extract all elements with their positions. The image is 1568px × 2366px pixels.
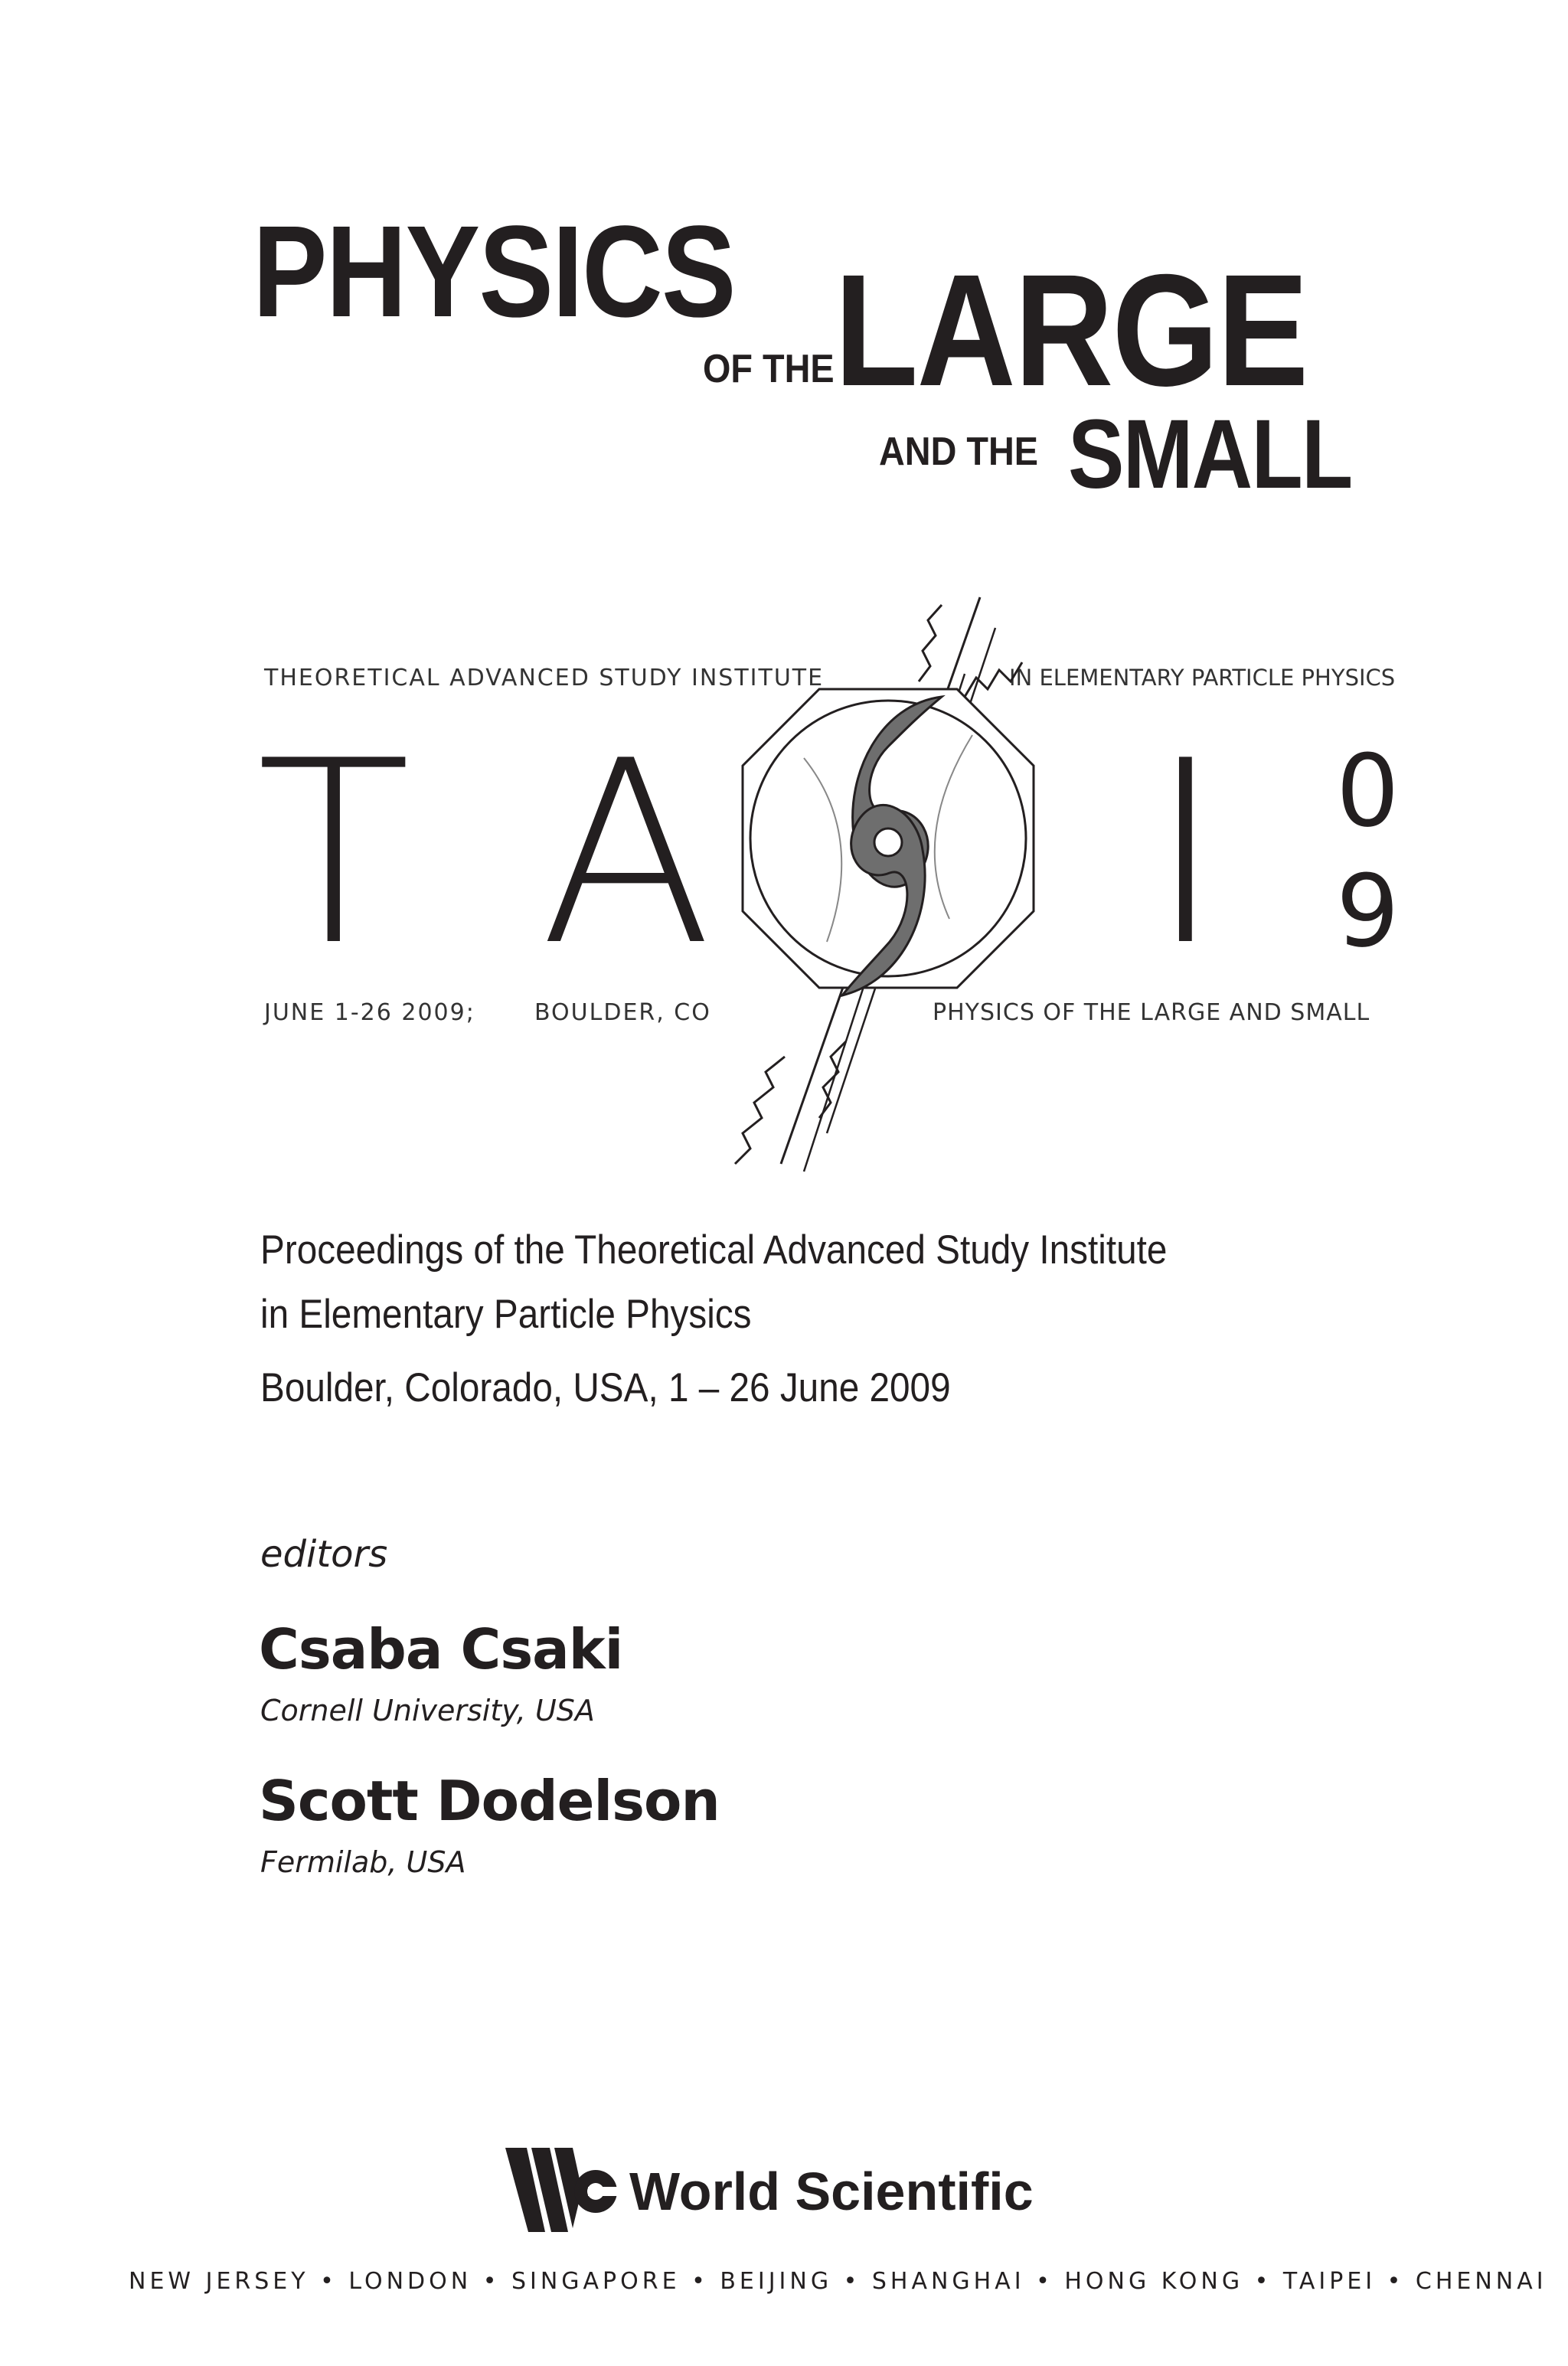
- logo-top-right-text: IN ELEMENTARY PARTICLE PHYSICS: [1009, 665, 1396, 691]
- editor-affiliation-2: Fermilab, USA: [260, 1845, 466, 1879]
- logo-digit-0: 0: [1336, 733, 1400, 849]
- tasi-emblem-icon: [689, 582, 1087, 1194]
- world-scientific-logo-icon: [505, 2144, 620, 2236]
- editor-name-2: Scott Dodelson: [259, 1769, 720, 1833]
- publisher-name: World Scientific: [629, 2162, 1034, 2221]
- proceedings-line-2: in Elementary Particle Physics: [260, 1292, 752, 1337]
- editor-name-1: Csaba Csaki: [259, 1617, 623, 1681]
- editor-affiliation-1: Cornell University, USA: [260, 1694, 595, 1727]
- title-physics: PHYSICS: [253, 199, 735, 345]
- title-large: LARGE: [835, 242, 1308, 420]
- title-of-the: OF THE: [703, 347, 835, 391]
- title-small: SMALL: [1068, 400, 1352, 509]
- logo-letter-a: A: [540, 707, 713, 1001]
- title-and-the: AND THE: [879, 430, 1038, 474]
- proceedings-line-3: Boulder, Colorado, USA, 1 – 26 June 2009: [260, 1365, 951, 1410]
- logo-letter-i: I: [1148, 707, 1223, 1001]
- editors-label: editors: [260, 1533, 388, 1576]
- logo-top-left-text: THEORETICAL ADVANCED STUDY INSTITUTE: [264, 665, 825, 691]
- logo-letter-t: T: [256, 707, 411, 1001]
- logo-bottom-place: BOULDER, CO: [534, 999, 711, 1026]
- logo-bottom-right: PHYSICS OF THE LARGE AND SMALL: [933, 999, 1370, 1026]
- publisher-cities: NEW JERSEY • LONDON • SINGAPORE • BEIJING • SHANGHAI • HONG KONG • TAIPEI • CHENNAI: [129, 2268, 1547, 2295]
- logo-digit-9: 9: [1336, 853, 1400, 969]
- logo-bottom-date: JUNE 1-26 2009;: [264, 999, 475, 1026]
- proceedings-line-1: Proceedings of the Theoretical Advanced Study Institute: [260, 1227, 1168, 1273]
